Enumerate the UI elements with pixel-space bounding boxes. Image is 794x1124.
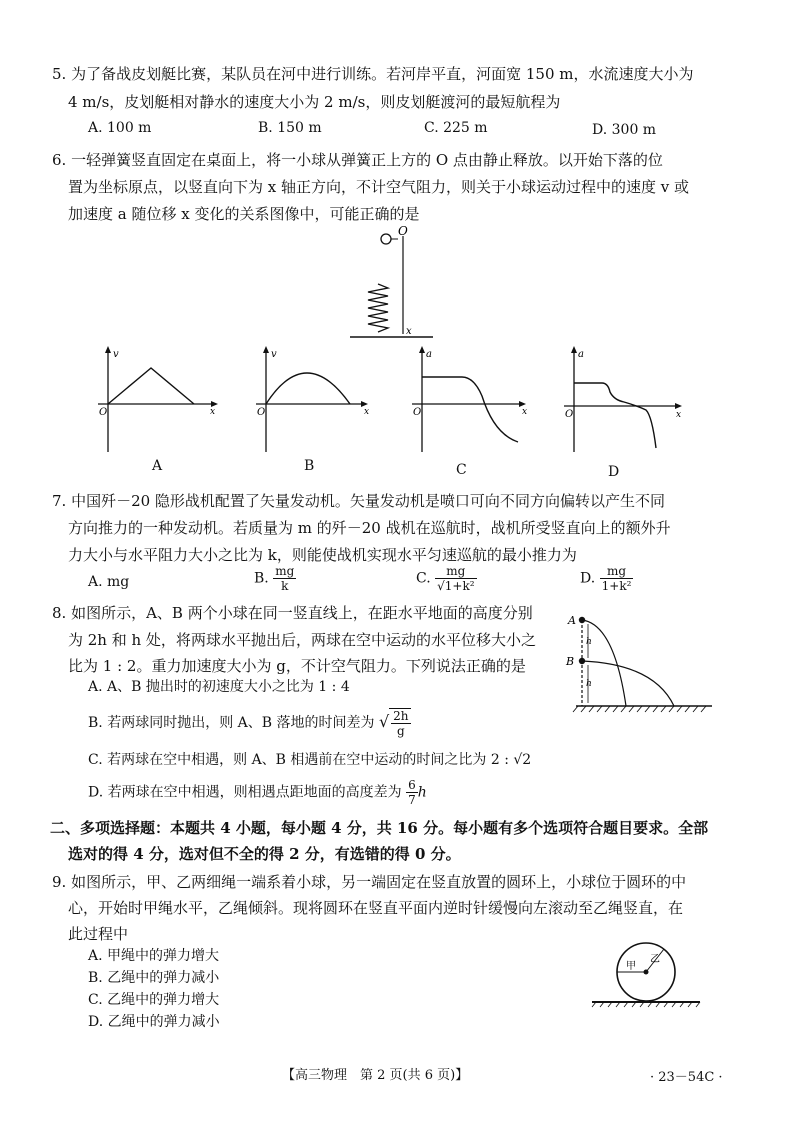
q5-stem-line1: 5. 为了备战皮划艇比赛，某队员在河中进行训练。若河岸平直，河面宽 150 m，水流速度大小为 xyxy=(52,65,694,83)
q5-option-d: D. 300 m xyxy=(592,122,657,138)
center-ball-icon xyxy=(644,970,649,975)
graph-b-origin: O xyxy=(257,407,266,418)
section2-heading-line1: 二、多项选择题：本题共 4 小题，每小题 4 分，共 16 分。每小题有多个选项符合题目要求。全部 xyxy=(50,819,709,837)
q6-stem-line3: 加速度 a 随位移 x 变化的关系图像中，可能正确的是 xyxy=(68,205,420,223)
graph-d-label: D xyxy=(608,464,620,480)
graph-a-curve xyxy=(108,368,194,404)
spring-axis-label: x xyxy=(406,326,412,337)
trajectory-b xyxy=(582,661,674,706)
q9-option-d: D. 乙绳中的弹力减小 xyxy=(88,1014,220,1030)
graph-d-origin: O xyxy=(565,409,574,420)
graph-b-xaxis-label: x xyxy=(364,407,370,417)
q8-stem-line1: 8. 如图所示，A、B 两个小球在同一竖直线上，在距水平地面的高度分别 xyxy=(52,604,533,622)
graph-c-origin: O xyxy=(413,407,422,418)
q8-stem-line2: 为 2h 和 h 处，将两球水平抛出后，两球在空中运动的水平位移大小之 xyxy=(68,631,536,649)
q7-option-b: B. $\frac{mg}{k}$ xyxy=(254,564,295,593)
ball-icon xyxy=(381,234,391,244)
q9-option-a: A. 甲绳中的弹力增大 xyxy=(88,948,220,964)
q9-option-c: C. 乙绳中的弹力增大 xyxy=(88,992,220,1008)
graph-c-yaxis-label: a xyxy=(426,349,432,360)
graph-b xyxy=(254,344,384,454)
q8-option-b: B. 若两球同时抛出，则 A、B 落地的时间差为 √ $\frac{2h}{g}$ xyxy=(88,709,409,738)
q5-option-b: B. 150 m xyxy=(258,120,322,136)
graph-b-curve xyxy=(266,373,350,404)
graph-a xyxy=(96,344,226,454)
q5-stem-line2: 4 m/s，皮划艇相对静水的速度大小为 2 m/s，则皮划艇渡河的最短航程为 xyxy=(68,93,561,111)
spring-figure xyxy=(340,222,440,344)
section2-heading-line2: 选对的得 4 分，选对但不全的得 2 分，有选错的得 0 分。 xyxy=(68,845,461,863)
q5-option-a: A. 100 m xyxy=(88,120,152,136)
graph-c xyxy=(410,344,540,454)
graph-c-xaxis-label: x xyxy=(522,407,528,417)
fig-label-a: A xyxy=(568,614,576,627)
graph-d xyxy=(562,344,692,454)
q7-stem-line2: 方向推力的一种发动机。若质量为 m 的歼－20 战机在巡航时，战机所受竖直向上的额外升 xyxy=(68,519,671,537)
fig-label-b: B xyxy=(566,655,575,668)
q7-option-a: A. mg xyxy=(88,574,130,590)
q7-stem-line1: 7. 中国歼－20 隐形战机配置了矢量发动机。矢量发动机是喷口可向不同方向偏转以产生不同 xyxy=(52,492,665,510)
q8-option-c: C. 若两球在空中相遇，则 A、B 相遇前在空中运动的时间之比为 2 : √2 xyxy=(88,752,532,768)
q7-option-c: C. $\frac{mg}{\text{√1+k²}}$ xyxy=(416,564,475,593)
graph-a-label: A xyxy=(152,458,163,474)
q6-stem-line2: 置为坐标原点，以竖直向下为 x 轴正方向，不计空气阻力，则关于小球运动过程中的速度 v 或 xyxy=(68,178,690,196)
q8-option-d: D. 若两球在空中相遇，则相遇点距地面的高度差为 $\frac{6}{7}$ h xyxy=(88,778,427,807)
q7-option-d: D. $\frac{mg}{\text{1+k²}}$ xyxy=(580,564,632,593)
q9-stem-line2: 心，开始时甲绳水平，乙绳倾斜。现将圆环在竖直平面内逆时针缓慢向左滚动至乙绳竖直，在 xyxy=(68,899,684,917)
fig-label-h1: h xyxy=(586,637,592,647)
graph-b-label: B xyxy=(304,458,315,474)
fig-label-yi: 乙 xyxy=(650,954,660,965)
q9-stem-line3: 此过程中 xyxy=(68,925,129,943)
q6-stem-line1: 6. 一轻弹簧竖直固定在桌面上，将一小球从弹簧正上方的 O 点由静止释放。以开始下落的位 xyxy=(52,151,663,169)
graph-d-yaxis-label: a xyxy=(578,349,584,360)
graph-a-xaxis-label: x xyxy=(210,407,216,417)
graph-c-label: C xyxy=(456,462,467,478)
q5-option-c: C. 225 m xyxy=(424,120,488,136)
graph-b-yaxis-label: v xyxy=(271,349,277,360)
ring-figure xyxy=(590,940,702,1012)
spring-coil xyxy=(368,284,388,332)
graph-c-curve xyxy=(422,377,518,442)
graph-a-origin: O xyxy=(99,407,108,418)
q7-stem-line3: 力大小与水平阻力大小之比为 k，则能使战机实现水平匀速巡航的最小推力为 xyxy=(68,546,577,564)
graph-d-xaxis-label: x xyxy=(676,410,682,420)
graph-d-curve xyxy=(574,383,656,448)
graph-a-yaxis-label: v xyxy=(113,349,119,360)
page-footer: 【高三物理 第 2 页(共 6 页)】 xyxy=(282,1068,469,1083)
q9-stem-line1: 9. 如图所示，甲、乙两细绳一端系着小球，另一端固定在竖直放置的圆环上，小球位于圆环的中 xyxy=(52,873,687,891)
projectile-figure xyxy=(562,610,722,716)
fig-label-jia: 甲 xyxy=(626,961,636,972)
spring-origin-label: O xyxy=(398,224,408,238)
ground-hatch xyxy=(573,706,706,712)
fig-label-h2: h xyxy=(586,679,592,689)
paper-code: · 23－54C · xyxy=(650,1070,723,1085)
q8-option-a: A. A、B 抛出时的初速度大小之比为 1 : 4 xyxy=(88,679,350,695)
q9-option-b: B. 乙绳中的弹力减小 xyxy=(88,970,220,986)
q8-stem-line3: 比为 1 : 2。重力加速度大小为 g，不计空气阻力。下列说法正确的是 xyxy=(68,657,526,675)
